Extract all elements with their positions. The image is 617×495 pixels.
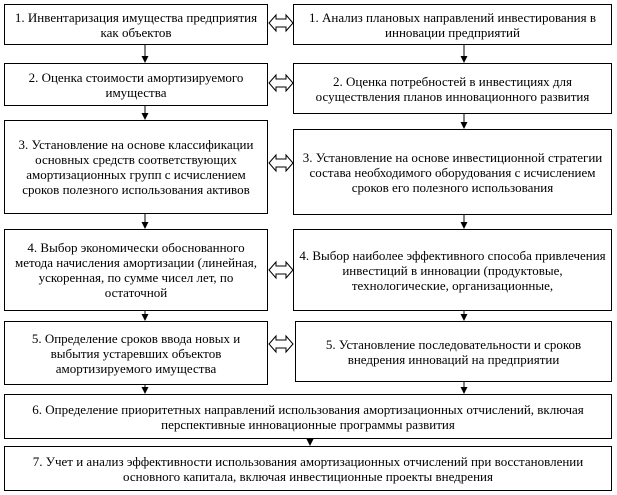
right-step-2: 2. Оценка потребностей в инвестициях для осуществления планов инновационного развития <box>293 63 612 114</box>
left-step-1: 1. Инвентаризация имущества предприятия как объектов <box>4 4 268 45</box>
step-7: 7. Учет и анализ эффективности использования амортизационных отчислений при восстановлении основного капитала, включая инвестиционные проекты внедрения <box>4 446 612 491</box>
right-step-4: 4. Выбор наиболее эффективного способа привлечения инвестиций в инновации (продуктовые, технологические, организационные, <box>293 229 612 311</box>
left-step-3: 3. Установление на основе классификации основных средств соответствующих амортизационных групп с исчислением сроков полезного использования активов <box>4 120 268 214</box>
right-step-1: 1. Анализ плановых направлений инвестирования в инновации предприятий <box>293 4 612 45</box>
right-step-3: 3. Установление на основе инвестиционной стратегии состава необходимого оборудования с исчислением сроков его полезного использования <box>293 129 612 215</box>
step-6: 6. Определение приоритетных направлений использования амортизационных отчислений, включая перспективные инновационные программы развития <box>4 394 612 439</box>
left-step-2: 2. Оценка стоимости амортизируемого имущества <box>4 63 268 106</box>
right-step-5: 5. Установление последовательности и сроков внедрения инноваций на предприятии <box>295 321 612 382</box>
left-step-5: 5. Определение сроков ввода новых и выбытия устаревших объектов амортизируемого имущества <box>4 321 268 385</box>
left-step-4: 4. Выбор экономически обоснованного метода начисления амортизации (линейная, ускоренная, по сумме чисел лет, по остаточной <box>4 229 268 311</box>
